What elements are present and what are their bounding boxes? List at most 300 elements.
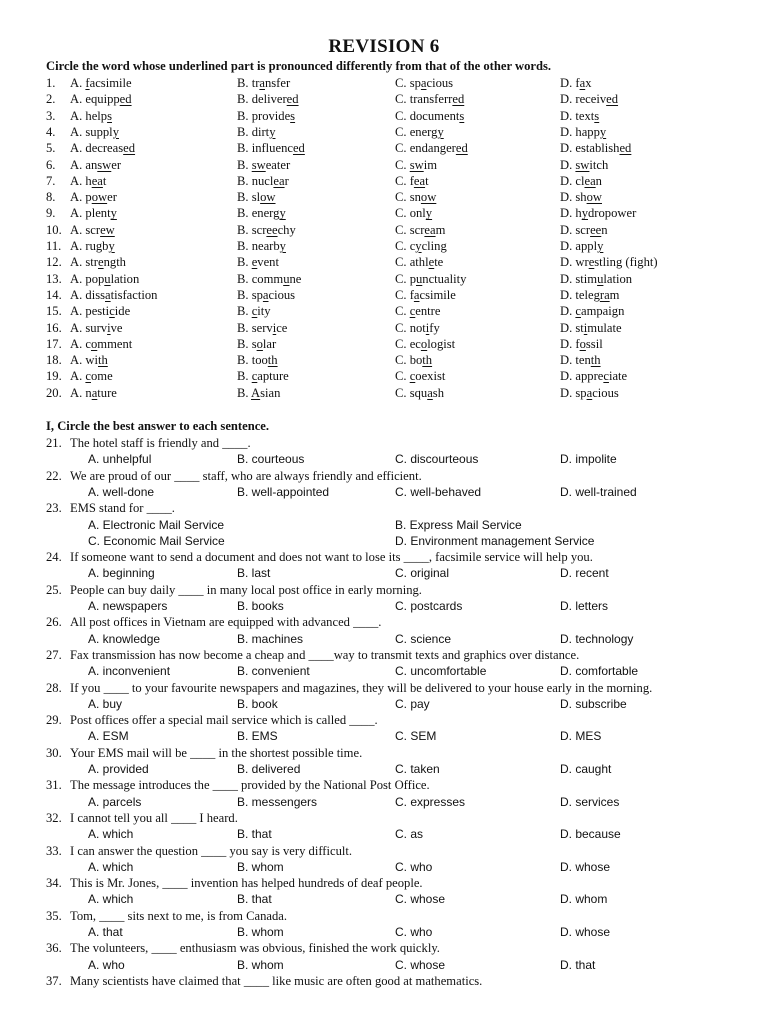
underlined-part: ea xyxy=(91,173,103,188)
option: B. influenced xyxy=(237,141,305,156)
answer-option: D. Environment management Service xyxy=(395,533,595,548)
question-text: This is Mr. Jones, ____ invention has helped hundreds of deaf people. xyxy=(70,876,423,891)
answer-options xyxy=(0,517,768,533)
answer-option: A. buy xyxy=(88,696,123,711)
question-text: We are proud of our ____ staff, who are always friendly and efficient. xyxy=(70,468,422,483)
underlined-part: ra xyxy=(599,287,610,302)
question-row xyxy=(0,680,768,696)
underlined-part: A xyxy=(251,385,261,400)
section1-instruction: Circle the word whose underlined part is pronounced differently from that of the other words. xyxy=(46,59,552,73)
question-number: 4. xyxy=(46,124,56,139)
question-number: 13. xyxy=(46,271,62,286)
answer-option: D. that xyxy=(560,957,596,972)
answer-option: D. recent xyxy=(560,566,609,581)
answer-option: A. Electronic Mail Service xyxy=(88,517,225,532)
answer-option: B. courteous xyxy=(237,452,305,467)
question-number: 10. xyxy=(46,222,62,237)
question-number: 25. xyxy=(46,582,62,597)
option: A. supply xyxy=(70,124,119,139)
page-title: REVISION 6 xyxy=(328,36,440,57)
answer-option: B. well-appointed xyxy=(237,484,330,499)
option: B. provides xyxy=(237,108,296,123)
underlined-part: y xyxy=(279,206,286,221)
question-row xyxy=(0,549,768,565)
option: D. stimulation xyxy=(560,271,633,286)
answer-option: B. whom xyxy=(237,859,284,874)
underlined-part: ee xyxy=(590,222,602,237)
underlined-part: y xyxy=(269,124,276,139)
option: C. transferred xyxy=(395,92,465,107)
underlined-part: sw xyxy=(409,157,424,172)
option: D. established xyxy=(560,141,632,156)
answer-option: A. which xyxy=(88,827,134,842)
option: A. strength xyxy=(70,255,126,270)
underlined-part: ow xyxy=(260,190,276,205)
question-row xyxy=(0,500,768,516)
answer-options xyxy=(0,484,768,500)
underlined-part: y xyxy=(112,124,119,139)
underlined-part: e xyxy=(588,255,595,270)
question-number: 5. xyxy=(46,141,56,156)
underlined-part: a xyxy=(262,287,269,302)
answer-option: B. whom xyxy=(237,925,284,939)
question-number: 24. xyxy=(46,550,62,565)
question-text: Tom, ____ sits next to me, is from Canada. xyxy=(70,908,288,923)
option: B. slow xyxy=(237,190,276,205)
underlined-part: y xyxy=(599,124,607,139)
answer-option: A. well-done xyxy=(88,484,155,499)
question-row xyxy=(0,287,768,303)
underlined-part: ee xyxy=(266,222,278,237)
option: A. with xyxy=(70,353,108,368)
answer-option: A. beginning xyxy=(88,566,155,581)
option: C. endangered xyxy=(395,141,468,156)
underlined-part: th xyxy=(422,353,433,368)
option: B. event xyxy=(237,255,279,270)
section2-instruction: I, Circle the best answer to each sentence. xyxy=(46,419,270,433)
option: B. delivered xyxy=(237,92,299,107)
option: C. punctuality xyxy=(395,271,467,286)
question-number: 37. xyxy=(46,973,62,988)
underlined-part: y xyxy=(415,239,422,253)
option: C. squash xyxy=(395,385,444,400)
option: D. wrestling (fight) xyxy=(560,255,658,270)
question-row xyxy=(0,91,768,107)
answer-options xyxy=(0,728,768,744)
answer-option: C. expresses xyxy=(395,794,466,809)
question-number: 28. xyxy=(46,680,62,695)
option: B. solar xyxy=(237,336,277,351)
question-row xyxy=(0,745,768,761)
option: C. documents xyxy=(395,108,465,123)
question-text: The hotel staff is friendly and ____. xyxy=(70,436,251,450)
option: B. tooth xyxy=(237,353,278,368)
option: C. both xyxy=(395,353,433,368)
answer-option: C. whose xyxy=(395,957,446,972)
underlined-part: ed xyxy=(119,92,132,107)
option: A. rugby xyxy=(70,239,115,253)
option: D. fossil xyxy=(560,336,603,351)
option: A. nature xyxy=(70,385,117,400)
question-row xyxy=(0,582,768,598)
answer-options xyxy=(0,598,768,614)
question-row xyxy=(0,843,768,859)
answer-option: A. which xyxy=(88,859,134,874)
question-row xyxy=(0,189,768,205)
option: D. clean xyxy=(560,173,602,188)
answer-option: D. technology xyxy=(560,631,634,646)
underlined-part: y xyxy=(597,239,604,253)
option: A. dissatisfaction xyxy=(70,287,158,302)
option: B. sweater xyxy=(237,157,291,172)
option: D. telegram xyxy=(560,287,620,302)
question-number: 22. xyxy=(46,468,62,483)
answer-option: D. well-trained xyxy=(560,484,637,499)
underlined-part: o xyxy=(579,336,586,351)
answer-option: B. last xyxy=(237,566,271,581)
question-row xyxy=(0,320,768,336)
answer-option: D. whom xyxy=(560,892,608,907)
answer-options xyxy=(0,891,768,907)
underlined-part: s xyxy=(459,108,465,123)
option: B. service xyxy=(237,320,288,335)
answer-option: B. book xyxy=(237,696,278,711)
answer-option: C. as xyxy=(395,827,424,842)
underlined-part: e xyxy=(428,255,435,270)
underlined-part: a xyxy=(105,287,111,302)
underlined-part: u xyxy=(597,271,604,286)
option: B. nuclear xyxy=(237,173,289,188)
underlined-part: y xyxy=(279,239,286,253)
underlined-part: i xyxy=(425,320,430,335)
question-number: 11. xyxy=(46,239,62,253)
question-row xyxy=(0,352,768,368)
option: C. only xyxy=(395,206,433,221)
option: D. texts xyxy=(560,108,600,123)
question-row xyxy=(0,908,768,924)
answer-option: C. who xyxy=(395,859,433,874)
question-row xyxy=(0,435,768,451)
option: C. snow xyxy=(395,190,437,205)
answer-option: C. taken xyxy=(395,762,440,776)
underlined-part: y xyxy=(425,206,433,221)
option: D. apply xyxy=(560,239,604,253)
answer-option: A. ESM xyxy=(88,729,129,744)
question-row xyxy=(0,157,768,173)
answer-option: B. that xyxy=(237,892,272,907)
question-number: 8. xyxy=(46,190,56,205)
answer-option: C. well-behaved xyxy=(395,484,482,499)
answer-option: C. postcards xyxy=(395,599,463,613)
question-row xyxy=(0,712,768,728)
underlined-part: a xyxy=(579,76,586,90)
underlined-part: ew xyxy=(100,222,115,237)
underlined-part: i xyxy=(583,320,588,335)
underlined-part: c xyxy=(251,304,258,319)
question-number: 6. xyxy=(46,157,56,172)
question-number: 34. xyxy=(46,876,62,891)
underlined-part: i xyxy=(272,320,277,335)
question-text: Your EMS mail will be ____ in the shortest possible time. xyxy=(70,745,363,760)
option: A. come xyxy=(70,369,113,384)
answer-options xyxy=(0,794,768,810)
question-number: 16. xyxy=(46,320,62,335)
answer-options xyxy=(0,663,768,679)
underlined-part: th xyxy=(98,353,108,368)
underlined-part: y xyxy=(110,206,117,221)
question-row xyxy=(0,124,768,140)
answer-option: B. EMS xyxy=(237,729,278,744)
option: D. stimulate xyxy=(560,320,622,335)
question-row xyxy=(0,468,768,484)
underlined-part: ea xyxy=(413,173,426,188)
underlined-part: ed xyxy=(123,141,136,156)
question-number: 2. xyxy=(46,92,56,107)
option: D. happy xyxy=(560,124,607,139)
underlined-part: ea xyxy=(273,173,285,188)
underlined-part: e xyxy=(98,255,104,270)
answer-option: D. whose xyxy=(560,925,611,939)
question-text: I cannot tell you all ____ I heard. xyxy=(70,810,238,825)
answer-option: B. whom xyxy=(237,957,284,972)
option: C. coexist xyxy=(395,369,446,384)
answer-option: C. SEM xyxy=(395,729,437,744)
question-row xyxy=(0,777,768,793)
question-row xyxy=(0,303,768,319)
answer-option: D. MES xyxy=(560,729,602,744)
question-number: 30. xyxy=(46,745,62,760)
question-row xyxy=(0,205,768,221)
question-row xyxy=(0,875,768,891)
underlined-part: ea xyxy=(424,222,436,237)
underlined-part: o xyxy=(256,336,263,351)
option: D. appreciate xyxy=(560,369,628,384)
option: A. heat xyxy=(70,173,107,188)
option: D. tenth xyxy=(560,353,601,368)
option: C. swim xyxy=(395,157,437,172)
underlined-part: y xyxy=(581,206,588,221)
underlined-part: i xyxy=(107,320,111,335)
underlined-part: a xyxy=(91,385,98,400)
question-number: 7. xyxy=(46,173,56,188)
underlined-part: ed xyxy=(455,141,468,156)
option: A. power xyxy=(70,190,117,205)
question-row xyxy=(0,336,768,352)
question-number: 14. xyxy=(46,287,62,302)
option: D. switch xyxy=(560,157,609,172)
underlined-part: sw xyxy=(251,157,266,172)
answer-option: A. inconvenient xyxy=(88,664,171,679)
question-text: The message introduces the ____ provided by the National Post Office. xyxy=(70,778,430,793)
question-number: 12. xyxy=(46,255,62,270)
answer-option: A. newspapers xyxy=(88,599,168,613)
question-number: 35. xyxy=(46,908,62,923)
underlined-part: c xyxy=(85,369,91,384)
answer-options xyxy=(0,957,768,973)
underlined-part: u xyxy=(283,271,290,286)
answer-option: A. knowledge xyxy=(88,631,161,646)
underlined-part: a xyxy=(259,76,265,90)
question-row xyxy=(0,614,768,630)
underlined-part: ed xyxy=(606,92,619,107)
answer-option: C. uncomfortable xyxy=(395,664,487,679)
option: C. ecologist xyxy=(395,336,456,351)
option: A. answer xyxy=(70,157,122,172)
option: D. fax xyxy=(560,76,592,90)
option: D. received xyxy=(560,92,619,107)
underlined-part: ow xyxy=(91,190,108,205)
underlined-part: s xyxy=(290,108,296,123)
answer-option: C. who xyxy=(395,925,433,939)
option: B. Asian xyxy=(237,385,281,400)
answer-option: D. whose xyxy=(560,859,611,874)
question-text: If you ____ to your favourite newspapers and magazines, they will be delivered to your house early in the morning. xyxy=(70,680,653,695)
answer-option: B. books xyxy=(237,599,284,613)
question-row xyxy=(0,173,768,189)
question-row xyxy=(0,385,768,401)
question-number: 26. xyxy=(46,615,62,630)
question-row xyxy=(0,238,768,254)
underlined-part: s xyxy=(107,108,112,123)
underlined-part: c xyxy=(251,369,258,384)
option: C. notify xyxy=(395,320,440,335)
underlined-part: sw xyxy=(575,157,590,172)
question-row xyxy=(0,647,768,663)
underlined-part: a xyxy=(420,76,427,90)
option: A. survive xyxy=(70,320,123,335)
underlined-part: a xyxy=(586,385,593,400)
question-number: 32. xyxy=(46,810,62,825)
option: A. equipped xyxy=(70,92,132,107)
option: C. centre xyxy=(395,304,441,319)
question-number: 18. xyxy=(46,353,62,368)
answer-option: A. unhelpful xyxy=(88,452,152,467)
option: A. decreased xyxy=(70,141,136,156)
question-text: Many scientists have claimed that ____ like music are often good at mathematics. xyxy=(70,973,483,988)
option: A. helps xyxy=(70,108,112,123)
underlined-part: a xyxy=(413,287,420,302)
answer-option: D. comfortable xyxy=(560,664,639,679)
answer-options xyxy=(0,859,768,875)
option: A. screw xyxy=(70,222,115,237)
answer-options xyxy=(0,451,768,467)
underlined-part: o xyxy=(420,336,428,351)
option: B. spacious xyxy=(237,287,296,302)
underlined-part: e xyxy=(251,255,258,270)
question-number: 29. xyxy=(46,713,62,728)
option: A. population xyxy=(70,271,140,286)
question-number: 31. xyxy=(46,778,62,793)
answer-option: C. Economic Mail Service xyxy=(88,533,225,548)
question-text: If someone want to send a document and does not want to lose its ____, facsimile service will help you. xyxy=(70,550,593,565)
answer-option: A. who xyxy=(88,957,125,972)
option: D. campaign xyxy=(560,304,625,319)
answer-option: A. which xyxy=(88,892,134,907)
question-text: Fax transmission has now become a cheap and ____way to transmit texts and graphics over distance. xyxy=(70,647,580,662)
option: B. dirty xyxy=(237,124,276,139)
answer-option: D. because xyxy=(560,827,621,842)
option: A. pesticide xyxy=(70,304,131,319)
underlined-part: f xyxy=(85,76,90,90)
answer-option: B. Express Mail Service xyxy=(395,517,522,532)
answer-option: A. that xyxy=(88,925,123,939)
option: D. hydropower xyxy=(560,206,637,221)
question-row xyxy=(0,810,768,826)
underlined-part: a xyxy=(427,385,433,400)
option: B. city xyxy=(237,304,271,319)
underlined-part: c xyxy=(409,369,416,384)
answer-options xyxy=(0,533,768,549)
question-number: 27. xyxy=(46,647,62,662)
question-number: 1. xyxy=(46,76,56,90)
option: D. spacious xyxy=(560,385,619,400)
answer-options xyxy=(0,631,768,647)
underlined-part: u xyxy=(416,271,423,286)
answer-options xyxy=(0,565,768,581)
question-number: 23. xyxy=(46,501,62,516)
question-row xyxy=(0,940,768,956)
question-text: All post offices in Vietnam are equipped with advanced ____. xyxy=(70,615,382,630)
answer-options xyxy=(0,924,768,940)
question-row xyxy=(0,973,768,989)
underlined-part: y xyxy=(437,124,444,139)
option: C. cycling xyxy=(395,239,447,253)
underlined-part: c xyxy=(409,304,416,319)
underlined-part: ow xyxy=(586,190,602,205)
option: C. energy xyxy=(395,124,444,139)
answer-options xyxy=(0,826,768,842)
question-text: EMS stand for ____. xyxy=(70,501,175,516)
question-number: 36. xyxy=(46,941,62,956)
underlined-part: c xyxy=(109,304,115,319)
option: B. capture xyxy=(237,369,289,384)
underlined-part: ed xyxy=(292,141,305,156)
question-number: 19. xyxy=(46,369,62,384)
question-row xyxy=(0,222,768,238)
underlined-part: ow xyxy=(420,190,437,205)
answer-option: D. caught xyxy=(560,762,612,776)
answer-option: C. pay xyxy=(395,696,430,711)
option: C. spacious xyxy=(395,76,454,90)
option: C. feat xyxy=(395,173,429,188)
option: A. comment xyxy=(70,336,133,351)
underlined-part: u xyxy=(104,271,111,286)
answer-option: A. provided xyxy=(88,762,149,776)
question-number: 9. xyxy=(46,206,56,221)
option: B. transfer xyxy=(237,76,291,90)
answer-option: C. science xyxy=(395,631,452,646)
answer-options xyxy=(0,696,768,712)
option: A. plenty xyxy=(70,206,117,221)
underlined-part: s xyxy=(594,108,600,123)
underlined-part: c xyxy=(575,304,581,319)
underlined-part: th xyxy=(267,353,278,368)
answer-options xyxy=(0,761,768,777)
answer-option: C. whose xyxy=(395,892,446,907)
underlined-part: th xyxy=(590,353,601,368)
answer-option: B. delivered xyxy=(237,762,301,776)
question-row xyxy=(0,254,768,270)
question-row xyxy=(0,271,768,287)
question-row xyxy=(0,140,768,156)
underlined-part: sw xyxy=(97,157,112,172)
question-row xyxy=(0,368,768,384)
answer-option: B. that xyxy=(237,827,272,842)
option: B. nearby xyxy=(237,239,286,253)
answer-option: B. messengers xyxy=(237,794,318,809)
answer-option: B. machines xyxy=(237,631,304,646)
question-row xyxy=(0,108,768,124)
